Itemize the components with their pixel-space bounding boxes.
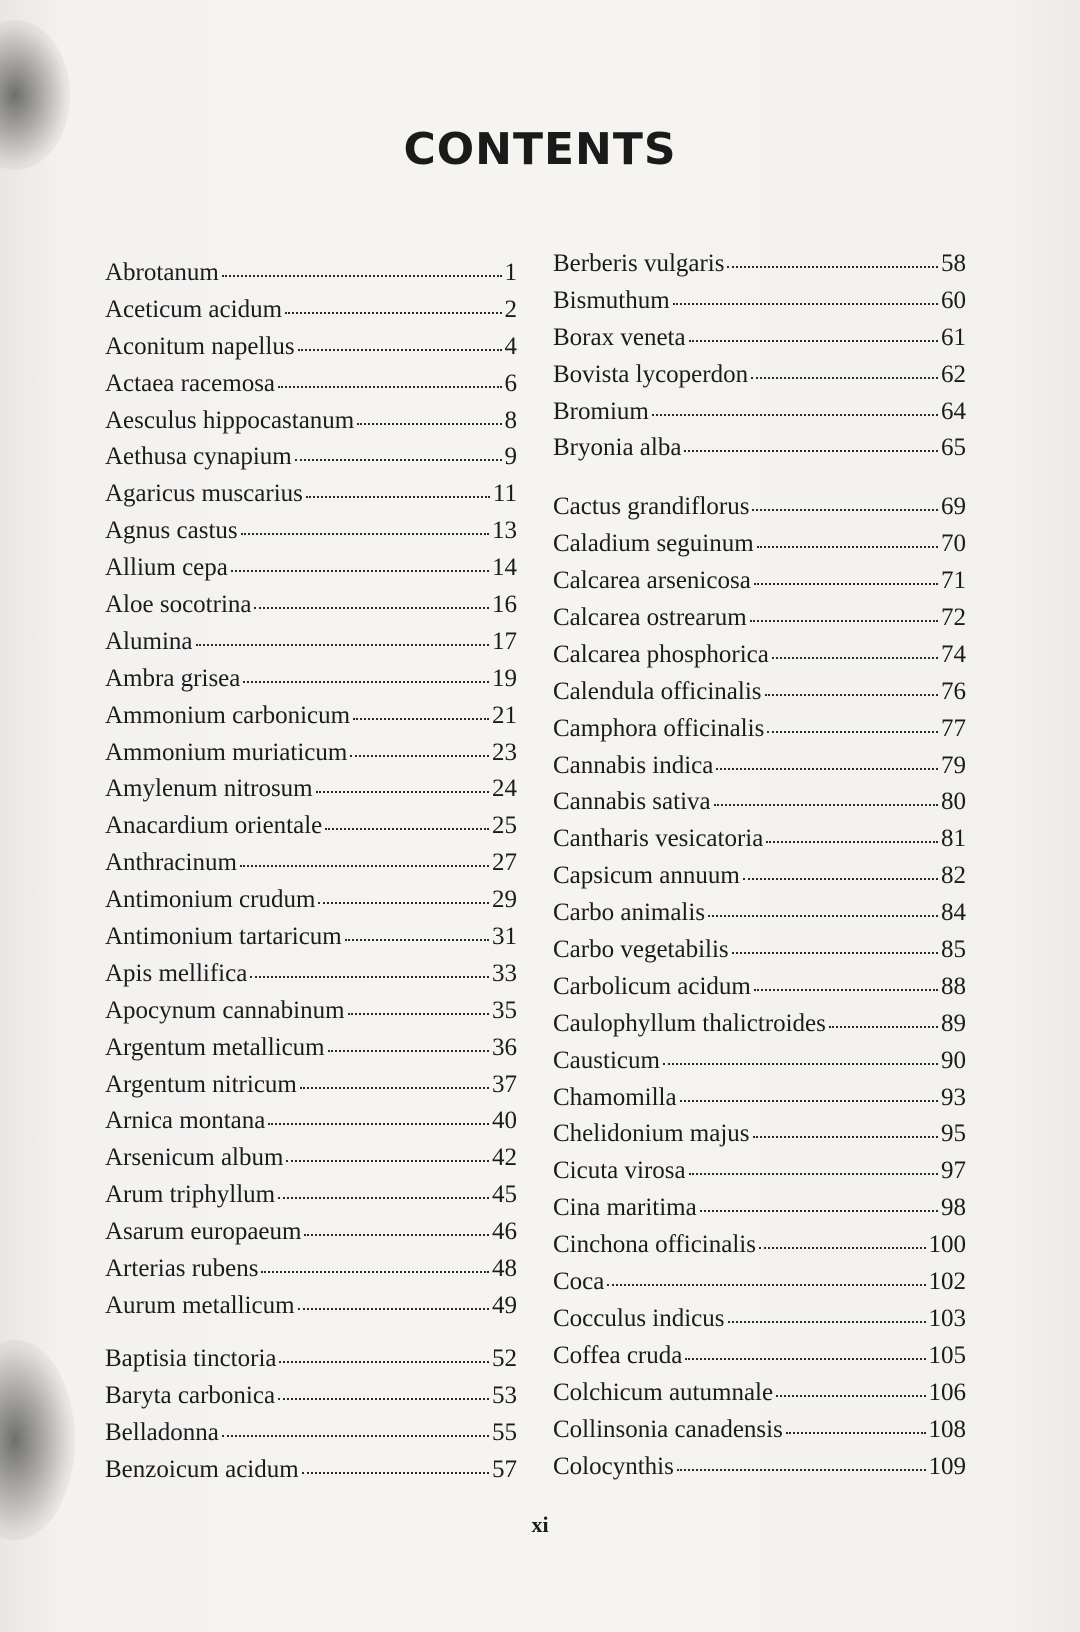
dot-leader bbox=[261, 1243, 489, 1273]
dot-leader bbox=[754, 961, 938, 991]
entry-title: Colocynthis bbox=[553, 1452, 674, 1480]
dot-leader bbox=[767, 703, 938, 733]
entry-title: Chelidonium majus bbox=[553, 1120, 750, 1148]
dot-leader bbox=[684, 422, 938, 452]
entry-title: Anacardium orientale bbox=[105, 812, 323, 840]
dot-leader bbox=[348, 985, 489, 1015]
toc-entry[interactable] bbox=[105, 803, 517, 840]
entry-title: Aethusa cynapium bbox=[105, 443, 292, 471]
entry-page-number: 48 bbox=[492, 1255, 517, 1283]
entry-title: Alumina bbox=[105, 627, 193, 655]
entry-page-number: 105 bbox=[928, 1341, 966, 1369]
entry-title: Cannabis indica bbox=[553, 751, 714, 779]
toc-entry[interactable] bbox=[553, 241, 966, 278]
entry-page-number: 103 bbox=[928, 1304, 966, 1332]
dot-leader bbox=[304, 1206, 489, 1236]
dot-leader bbox=[306, 468, 490, 498]
dot-leader bbox=[714, 776, 938, 806]
toc-entry[interactable] bbox=[553, 632, 966, 669]
toc-entry[interactable] bbox=[105, 730, 517, 767]
toc-entry[interactable] bbox=[553, 927, 966, 964]
toc-entry[interactable] bbox=[105, 398, 517, 435]
entry-page-number: 9 bbox=[504, 443, 517, 471]
entry-title: Cina maritima bbox=[553, 1194, 697, 1222]
dot-leader bbox=[222, 247, 502, 277]
dot-leader bbox=[243, 653, 489, 683]
entry-title: Carbo animalis bbox=[553, 899, 706, 927]
toc-entry[interactable] bbox=[553, 1370, 966, 1407]
entry-page-number: 106 bbox=[928, 1378, 966, 1406]
dot-leader bbox=[298, 321, 502, 351]
entry-page-number: 60 bbox=[941, 286, 966, 314]
entry-title: Antimonium tartaricum bbox=[105, 923, 342, 951]
toc-entry[interactable] bbox=[553, 1222, 966, 1259]
entry-page-number: 11 bbox=[492, 480, 517, 508]
toc-entry[interactable] bbox=[553, 389, 966, 426]
entry-page-number: 23 bbox=[492, 738, 517, 766]
entry-page-number: 98 bbox=[941, 1194, 966, 1222]
entry-page-number: 13 bbox=[492, 517, 517, 545]
toc-entry[interactable] bbox=[105, 693, 517, 730]
ink-smudge bbox=[0, 1340, 75, 1540]
entry-title: Abrotanum bbox=[105, 259, 219, 286]
entry-page-number: 69 bbox=[941, 493, 966, 521]
toc-entry[interactable] bbox=[553, 1259, 966, 1296]
toc-entry[interactable] bbox=[105, 1062, 517, 1099]
toc-entry[interactable] bbox=[105, 582, 517, 619]
entry-title: Agaricus muscarius bbox=[105, 480, 303, 508]
dot-leader bbox=[240, 837, 489, 867]
entry-page-number: 14 bbox=[492, 554, 517, 582]
dot-leader bbox=[685, 1330, 925, 1360]
dot-leader bbox=[750, 592, 938, 622]
toc-entry[interactable] bbox=[105, 1098, 517, 1135]
entry-page-number: 31 bbox=[492, 923, 517, 951]
entry-title: Ammonium muriaticum bbox=[105, 738, 348, 766]
entry-page-number: 49 bbox=[492, 1291, 517, 1319]
toc-entry[interactable] bbox=[105, 766, 517, 803]
entry-page-number: 97 bbox=[941, 1157, 966, 1185]
toc-entry[interactable] bbox=[553, 1038, 966, 1075]
entry-page-number: 71 bbox=[941, 567, 966, 595]
entry-page-number: 102 bbox=[928, 1268, 966, 1296]
dot-leader bbox=[318, 874, 489, 904]
entry-title: Borax veneta bbox=[553, 323, 686, 351]
toc-entry[interactable] bbox=[105, 1283, 517, 1320]
toc-entry[interactable] bbox=[553, 278, 966, 315]
entry-page-number: 62 bbox=[941, 360, 966, 388]
dot-leader bbox=[652, 386, 938, 416]
entry-title: Aconitum napellus bbox=[105, 332, 295, 360]
entry-page-number: 53 bbox=[492, 1381, 517, 1409]
toc-entry[interactable] bbox=[105, 619, 517, 656]
entry-page-number: 81 bbox=[941, 825, 966, 853]
toc-entry[interactable] bbox=[105, 1373, 517, 1410]
toc-entry[interactable] bbox=[105, 471, 517, 508]
toc-entry[interactable] bbox=[105, 508, 517, 545]
entry-page-number: 6 bbox=[504, 369, 517, 397]
page-title: CONTENTS bbox=[403, 124, 677, 175]
entry-page-number: 45 bbox=[492, 1181, 517, 1209]
entry-title: Bovista lycoperdon bbox=[553, 360, 749, 388]
entry-page-number: 36 bbox=[492, 1033, 517, 1061]
entry-title: Calcarea ostrearum bbox=[553, 604, 747, 632]
dot-leader bbox=[732, 924, 938, 954]
toc-entry[interactable] bbox=[553, 816, 966, 853]
toc-entry[interactable] bbox=[553, 1111, 966, 1148]
entry-title: Aceticum acidum bbox=[105, 295, 283, 323]
entry-page-number: 74 bbox=[941, 640, 966, 668]
dot-leader bbox=[752, 481, 938, 511]
entry-page-number: 21 bbox=[492, 701, 517, 729]
entry-title: Ammonium carbonicum bbox=[105, 701, 351, 729]
entry-title: Causticum bbox=[553, 1046, 660, 1074]
toc-entry[interactable] bbox=[553, 1444, 966, 1481]
dot-leader bbox=[829, 998, 938, 1028]
entry-title: Carbolicum acidum bbox=[553, 972, 751, 1000]
toc-entry[interactable] bbox=[553, 521, 966, 558]
entry-page-number: 80 bbox=[941, 788, 966, 816]
entry-page-number: 25 bbox=[492, 812, 517, 840]
entry-title: Amylenum nitrosum bbox=[105, 775, 313, 803]
dot-leader bbox=[663, 1035, 938, 1065]
dot-leader bbox=[300, 1059, 489, 1089]
dot-leader bbox=[222, 1407, 489, 1437]
entry-title: Berberis vulgaris bbox=[553, 250, 725, 277]
toc-entry[interactable] bbox=[553, 743, 966, 780]
entry-title: Bryonia alba bbox=[553, 434, 682, 462]
entry-title: Arsenicum album bbox=[105, 1144, 284, 1172]
entry-title: Collinsonia canadensis bbox=[553, 1415, 783, 1443]
entry-title: Caladium seguinum bbox=[553, 530, 754, 558]
entry-title: Anthracinum bbox=[105, 849, 237, 877]
entry-title: Arterias rubens bbox=[105, 1255, 259, 1283]
toc-entry[interactable] bbox=[553, 1407, 966, 1444]
entry-title: Argentum metallicum bbox=[105, 1033, 325, 1061]
entry-title: Calendula officinalis bbox=[553, 677, 762, 705]
entry-page-number: 40 bbox=[492, 1107, 517, 1135]
entry-page-number: 2 bbox=[504, 295, 517, 323]
page-number: xi bbox=[531, 1512, 549, 1537]
toc-entry[interactable] bbox=[105, 988, 517, 1025]
dot-leader bbox=[285, 284, 501, 314]
dot-leader bbox=[357, 395, 501, 425]
dot-leader bbox=[716, 740, 938, 770]
entry-page-number: 61 bbox=[941, 323, 966, 351]
dot-leader bbox=[689, 312, 938, 342]
dot-leader bbox=[278, 1370, 489, 1400]
toc-entry[interactable] bbox=[105, 545, 517, 582]
toc-entry[interactable] bbox=[553, 779, 966, 816]
entry-title: Ambra grisea bbox=[105, 664, 241, 692]
entry-title: Colchicum autumnale bbox=[553, 1378, 774, 1406]
entry-title: Asarum europaeum bbox=[105, 1218, 302, 1246]
dot-leader bbox=[759, 1219, 926, 1249]
dot-leader bbox=[278, 1169, 489, 1199]
entry-page-number: 95 bbox=[941, 1120, 966, 1148]
entry-title: Antimonium crudum bbox=[105, 886, 316, 914]
entry-page-number: 1 bbox=[504, 259, 517, 286]
toc-entry[interactable] bbox=[553, 1296, 966, 1333]
dot-leader bbox=[295, 431, 502, 461]
toc-entry[interactable] bbox=[105, 840, 517, 877]
toc-entry[interactable] bbox=[105, 1172, 517, 1209]
toc-entry[interactable] bbox=[553, 425, 966, 462]
entry-title: Actaea racemosa bbox=[105, 369, 276, 397]
dot-leader bbox=[279, 1333, 489, 1363]
entry-title: Baryta carbonica bbox=[105, 1381, 276, 1409]
contents-column-right bbox=[553, 241, 966, 1480]
dot-leader bbox=[680, 1072, 938, 1102]
dot-leader bbox=[727, 238, 938, 268]
toc-entry[interactable] bbox=[553, 853, 966, 890]
entry-page-number: 42 bbox=[492, 1144, 517, 1172]
entry-title: Coffea cruda bbox=[553, 1341, 683, 1369]
toc-entry[interactable] bbox=[553, 1333, 966, 1370]
entry-title: Cactus grandiflorus bbox=[553, 493, 750, 521]
entry-page-number: 55 bbox=[492, 1418, 517, 1446]
entry-page-number: 37 bbox=[492, 1070, 517, 1098]
dot-leader bbox=[743, 850, 938, 880]
entry-page-number: 72 bbox=[941, 604, 966, 632]
entry-title: Bromium bbox=[553, 397, 649, 425]
entry-title: Coca bbox=[553, 1268, 605, 1296]
toc-entry[interactable] bbox=[553, 1001, 966, 1038]
entry-page-number: 79 bbox=[941, 751, 966, 779]
entry-page-number: 46 bbox=[492, 1218, 517, 1246]
entry-title: Benzoicum acidum bbox=[105, 1455, 299, 1483]
dot-leader bbox=[345, 911, 489, 941]
entry-title: Calcarea arsenicosa bbox=[553, 567, 751, 595]
entry-title: Chamomilla bbox=[553, 1083, 677, 1111]
entry-page-number: 33 bbox=[492, 959, 517, 987]
dot-leader bbox=[757, 518, 938, 548]
entry-page-number: 57 bbox=[492, 1455, 517, 1483]
entry-title: Agnus castus bbox=[105, 517, 238, 545]
entry-page-number: 19 bbox=[492, 664, 517, 692]
toc-entry[interactable] bbox=[105, 877, 517, 914]
entry-title: Aloe socotrina bbox=[105, 591, 252, 619]
toc-entry[interactable] bbox=[105, 1209, 517, 1246]
entry-title: Camphora officinalis bbox=[553, 714, 765, 742]
entry-page-number: 16 bbox=[492, 591, 517, 619]
entry-title: Cantharis vesicatoria bbox=[553, 825, 764, 853]
entry-page-number: 27 bbox=[492, 849, 517, 877]
dot-leader bbox=[708, 887, 938, 917]
dot-leader bbox=[766, 813, 938, 843]
dot-leader bbox=[196, 616, 490, 646]
entry-title: Baptisia tinctoria bbox=[105, 1344, 277, 1372]
entry-page-number: 52 bbox=[492, 1344, 517, 1372]
entry-page-number: 29 bbox=[492, 886, 517, 914]
entry-page-number: 35 bbox=[492, 996, 517, 1024]
dot-leader bbox=[286, 1132, 489, 1162]
entry-page-number: 4 bbox=[504, 332, 517, 360]
dot-leader bbox=[353, 690, 489, 720]
toc-entry[interactable] bbox=[105, 1336, 517, 1373]
dot-leader bbox=[231, 542, 489, 572]
entry-title: Calcarea phosphorica bbox=[553, 640, 769, 668]
entry-page-number: 76 bbox=[941, 677, 966, 705]
entry-title: Caulophyllum thalictroides bbox=[553, 1009, 826, 1037]
dot-leader bbox=[728, 1293, 926, 1323]
dot-leader bbox=[700, 1182, 938, 1212]
toc-entry[interactable] bbox=[553, 1148, 966, 1185]
dot-leader bbox=[751, 349, 938, 379]
toc-entry[interactable] bbox=[105, 1135, 517, 1172]
dot-leader bbox=[328, 1022, 489, 1052]
toc-entry[interactable] bbox=[553, 1075, 966, 1112]
dot-leader bbox=[298, 1280, 489, 1310]
toc-entry[interactable] bbox=[553, 352, 966, 389]
entry-page-number: 90 bbox=[941, 1046, 966, 1074]
entry-title: Apocynum cannabinum bbox=[105, 996, 345, 1024]
entry-title: Aurum metallicum bbox=[105, 1291, 295, 1319]
toc-entry[interactable] bbox=[553, 484, 966, 521]
entry-page-number: 85 bbox=[941, 936, 966, 964]
toc-entry[interactable] bbox=[553, 964, 966, 1001]
dot-leader bbox=[241, 505, 489, 535]
entry-page-number: 24 bbox=[492, 775, 517, 803]
entry-title: Argentum nitricum bbox=[105, 1070, 297, 1098]
entry-title: Arum triphyllum bbox=[105, 1181, 276, 1209]
entry-page-number: 77 bbox=[941, 714, 966, 742]
toc-entry[interactable] bbox=[105, 1025, 517, 1062]
toc-entry[interactable] bbox=[553, 890, 966, 927]
dot-leader bbox=[689, 1145, 938, 1175]
dot-leader bbox=[772, 629, 938, 659]
dot-leader bbox=[673, 275, 938, 305]
toc-entry[interactable] bbox=[105, 914, 517, 951]
toc-entry[interactable] bbox=[105, 250, 517, 287]
toc-entry[interactable] bbox=[105, 1447, 517, 1484]
toc-entry[interactable] bbox=[105, 287, 517, 324]
dot-leader bbox=[754, 555, 938, 585]
toc-entry[interactable] bbox=[553, 558, 966, 595]
entry-page-number: 64 bbox=[941, 397, 966, 425]
dot-leader bbox=[776, 1367, 925, 1397]
dot-leader bbox=[268, 1095, 489, 1125]
toc-entry[interactable] bbox=[553, 1185, 966, 1222]
entry-page-number: 82 bbox=[941, 862, 966, 890]
entry-page-number: 88 bbox=[941, 972, 966, 1000]
dot-leader bbox=[278, 358, 501, 388]
entry-title: Bismuthum bbox=[553, 286, 670, 314]
entry-page-number: 65 bbox=[941, 434, 966, 462]
entry-title: Cinchona officinalis bbox=[553, 1231, 756, 1259]
toc-entry[interactable] bbox=[105, 656, 517, 693]
entry-title: Carbo vegetabilis bbox=[553, 936, 729, 964]
entry-title: Cannabis sativa bbox=[553, 788, 711, 816]
dot-leader bbox=[753, 1108, 938, 1138]
dot-leader bbox=[316, 763, 489, 793]
entry-page-number: 70 bbox=[941, 530, 966, 558]
toc-entry[interactable] bbox=[553, 315, 966, 352]
toc-entry[interactable] bbox=[105, 434, 517, 471]
dot-leader bbox=[302, 1444, 489, 1474]
dot-leader bbox=[325, 800, 489, 830]
entry-title: Aesculus hippocastanum bbox=[105, 406, 355, 434]
entry-page-number: 108 bbox=[928, 1415, 966, 1443]
entry-page-number: 109 bbox=[928, 1452, 966, 1480]
entry-page-number: 58 bbox=[941, 250, 966, 277]
entry-title: Allium cepa bbox=[105, 554, 228, 582]
entry-title: Apis mellifica bbox=[105, 959, 248, 987]
entry-title: Capsicum annuum bbox=[553, 862, 740, 890]
toc-entry[interactable] bbox=[105, 361, 517, 398]
dot-leader bbox=[250, 948, 489, 978]
entry-page-number: 84 bbox=[941, 899, 966, 927]
toc-entry[interactable] bbox=[553, 706, 966, 743]
entry-page-number: 100 bbox=[928, 1231, 966, 1259]
dot-leader bbox=[607, 1256, 925, 1286]
toc-entry[interactable] bbox=[553, 595, 966, 632]
toc-entry[interactable] bbox=[553, 669, 966, 706]
entry-page-number: 17 bbox=[492, 627, 517, 655]
entry-title: Arnica montana bbox=[105, 1107, 266, 1135]
dot-leader bbox=[350, 727, 489, 757]
toc-entry[interactable] bbox=[105, 324, 517, 361]
dot-leader bbox=[677, 1441, 926, 1471]
dot-leader bbox=[254, 579, 489, 609]
dot-leader bbox=[786, 1404, 926, 1434]
toc-entry[interactable] bbox=[105, 951, 517, 988]
toc-entry[interactable] bbox=[105, 1410, 517, 1447]
entry-title: Cocculus indicus bbox=[553, 1304, 725, 1332]
entry-title: Cicuta virosa bbox=[553, 1157, 686, 1185]
entry-page-number: 8 bbox=[504, 406, 517, 434]
dot-leader bbox=[765, 666, 938, 696]
entry-title: Belladonna bbox=[105, 1418, 219, 1446]
entry-page-number: 93 bbox=[941, 1083, 966, 1111]
toc-entry[interactable] bbox=[105, 1246, 517, 1283]
contents-column-left bbox=[105, 250, 517, 1483]
entry-page-number: 89 bbox=[941, 1009, 966, 1037]
